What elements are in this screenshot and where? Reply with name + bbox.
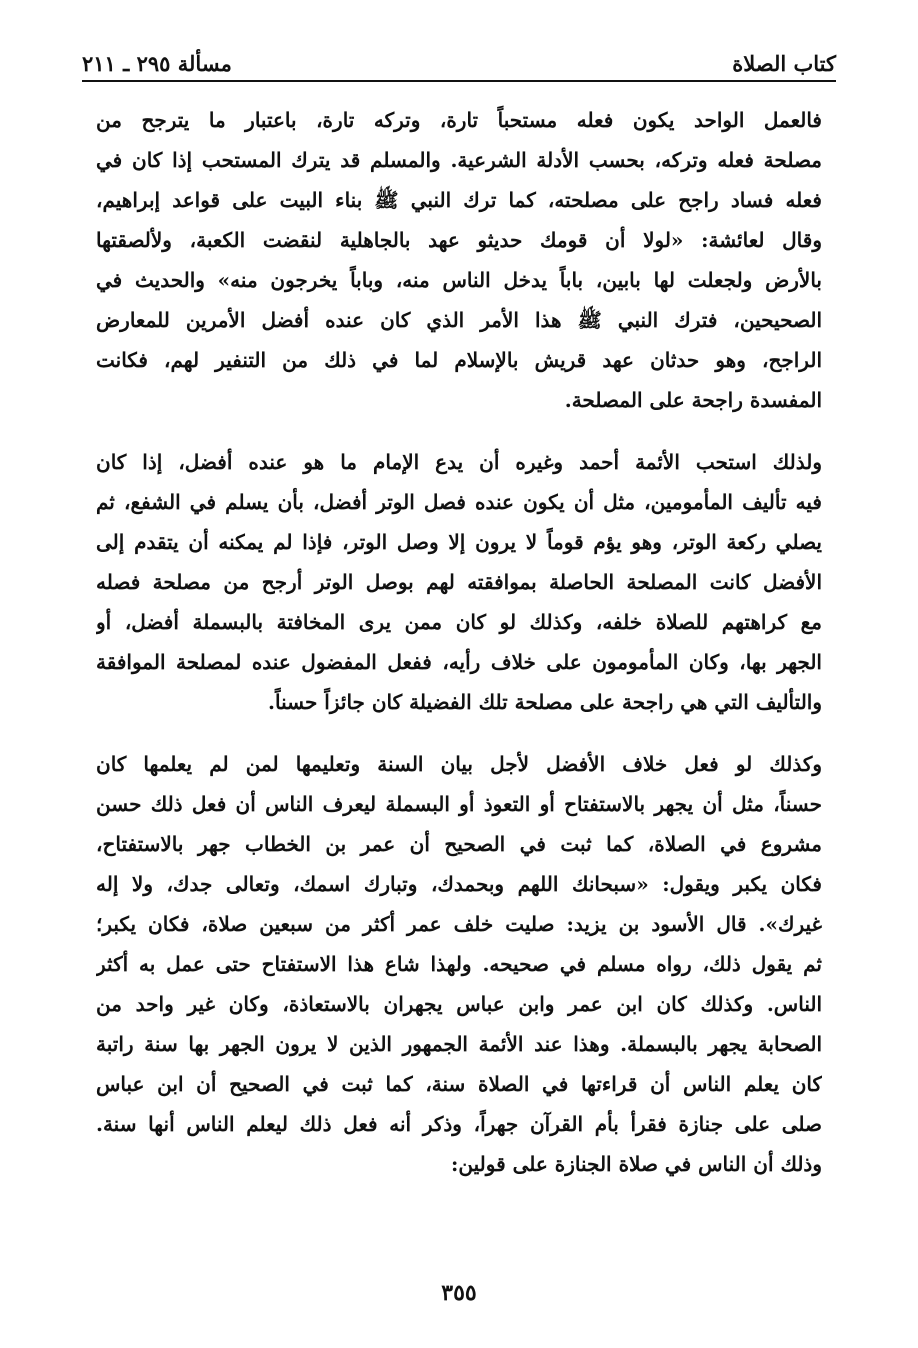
text-line: وكذلك لو فعل خلاف الأفضل لأجل بيان السنة وتعليمها لمن لم يعلمها كان xyxy=(96,752,822,776)
text-line: يصلي ركعة الوتر، وهو يؤم قوماً لا يرون إلا وصل الوتر، فإذا لم يمكنه أن يتقدم إلى xyxy=(96,530,822,554)
text-line: الأفضل كانت المصلحة الحاصلة بموافقته لهم بوصل الوتر أرجح من مصلحة فصله xyxy=(96,570,822,594)
text-line: الصحيحين، فترك النبي ﷺ هذا الأمر الذي كان عنده أفضل الأمرين للمعارض xyxy=(96,308,822,332)
page-body xyxy=(96,100,822,1184)
page-number: ٣٥٥ xyxy=(441,1280,477,1306)
text-line: ثم يقول ذلك، رواه مسلم في صحيحه. ولهذا شاع هذا الاستفتاح حتى عمل به أكثر xyxy=(96,952,822,976)
text-line: وذلك أن الناس في صلاة الجنازة على قولين: xyxy=(451,1152,822,1176)
text-line: والتأليف التي هي راجحة على مصلحة تلك الفضيلة كان جائزاً حسناً. xyxy=(268,690,822,714)
text-line: المفسدة راجحة على المصلحة. xyxy=(564,388,822,412)
text-line: الجهر بها، وكان المأمومون على خلاف رأيه، ففعل المفضول عنده لمصلحة الموافقة xyxy=(96,650,822,674)
text-line: فكان يكبر ويقول: «سبحانك اللهم وبحمدك، وتبارك اسمك، وتعالى جدك، ولا إله xyxy=(96,872,822,896)
text-line: الصحابة يجهر بالبسملة. وهذا عند الأئمة الجمهور الذين لا يرون الجهر بها سنة راتبة xyxy=(96,1032,822,1056)
running-header xyxy=(82,36,836,76)
text-line: الراجح، وهو حدثان عهد قريش بالإسلام لما في ذلك من التنفير لهم، فكانت xyxy=(96,348,822,372)
text-line: الناس. وكذلك كان ابن عمر وابن عباس يجهران بالاستعاذة، وكان غير واحد من xyxy=(96,992,822,1016)
text-line: ولذلك استحب الأئمة أحمد وغيره أن يدع الإمام ما هو عنده أفضل، إذا كان xyxy=(96,450,822,474)
text-line: وقال لعائشة: «لولا أن قومك حديثو عهد بالجاهلية لنقضت الكعبة، ولألصقتها xyxy=(96,228,822,252)
paragraph xyxy=(96,744,822,1184)
paragraph xyxy=(96,442,822,722)
text-line: كان يعلم الناس أن قراءتها في الصلاة سنة، كما ثبت في الصحيح أن ابن عباس xyxy=(96,1072,822,1096)
text-line: فعله فساد راجح على مصلحته، كما ترك النبي ﷺ بناء البيت على قواعد إبراهيم، xyxy=(96,188,822,212)
text-line: غيرك». قال الأسود بن يزيد: صليت خلف عمر أكثر من سبعين صلاة، فكان يكبر؛ xyxy=(96,912,822,936)
text-line: مصلحة فعله وتركه، بحسب الأدلة الشرعية. والمسلم قد يترك المستحب إذا كان في xyxy=(96,148,822,172)
header-rule xyxy=(82,80,836,82)
text-line: فالعمل الواحد يكون فعله مستحباً تارة، وتركه تارة، باعتبار ما يترجح من xyxy=(96,108,822,132)
text-line: بالأرض ولجعلت لها بابين، باباً يدخل الناس منه، وباباً يخرجون منه» والحديث في xyxy=(96,268,822,292)
header-book-title: كتاب الصلاة xyxy=(732,51,836,76)
text-line: مع كراهتهم للصلاة خلفه، وكذلك لو كان ممن يرى المخافتة بالبسملة أفضل، أو xyxy=(96,610,822,634)
paragraph xyxy=(96,100,822,420)
text-line: مشروع في الصلاة، كما ثبت في الصحيح أن عمر بن الخطاب جهر بالاستفتاح، xyxy=(96,832,822,856)
text-line: فيه تأليف المأمومين، مثل أن يكون عنده فصل الوتر أفضل، بأن يسلم في الشفع، ثم xyxy=(96,490,822,514)
text-line: صلى على جنازة فقرأ بأم القرآن جهراً، وذكر أنه فعل ذلك ليعلم الناس أنها سنة. xyxy=(96,1112,822,1136)
header-issue-number: مسألة ٢٩٥ ـ ٢١١ xyxy=(82,51,232,76)
text-line: حسناً، مثل أن يجهر بالاستفتاح أو التعوذ أو البسملة ليعرف الناس أن فعل ذلك حسن xyxy=(96,792,822,816)
